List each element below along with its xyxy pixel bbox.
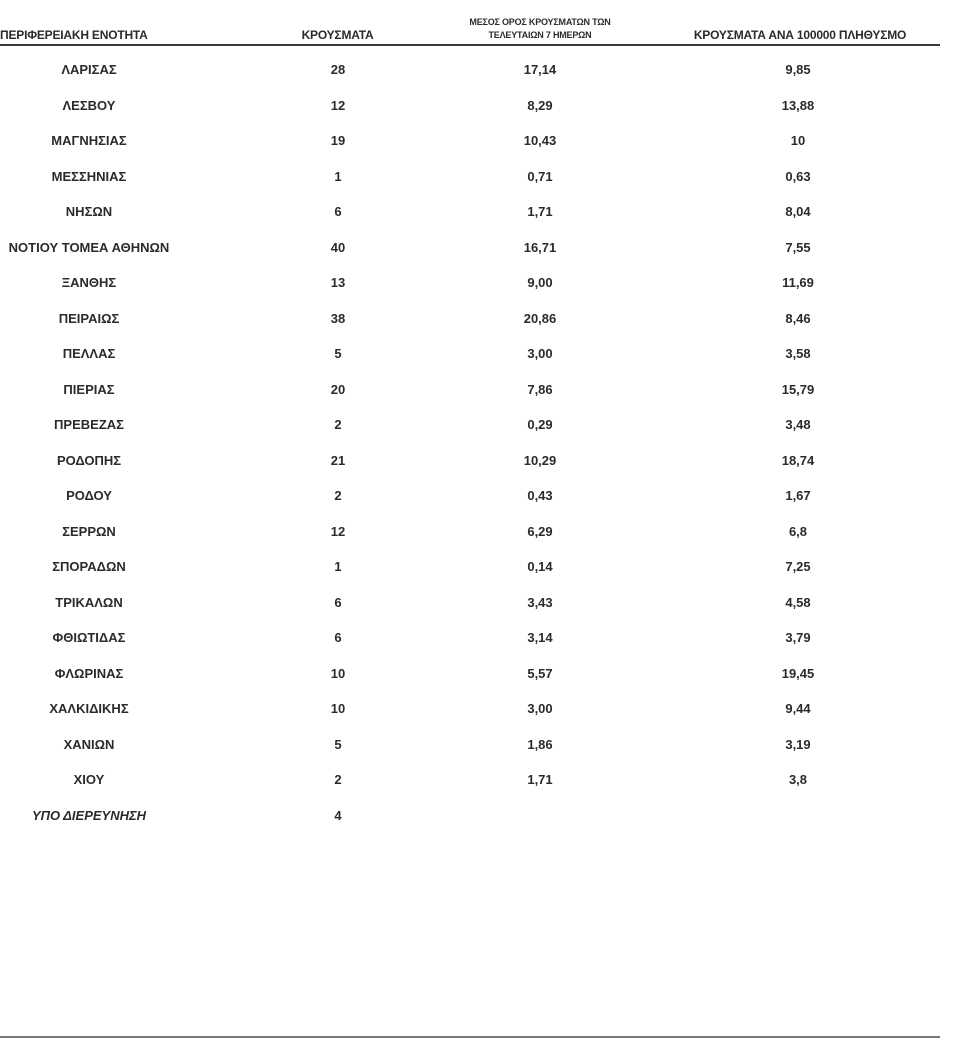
avg-cell: 20,86 [523, 310, 557, 326]
header-cases: ΚΡΟΥΣΜΑΤΑ [301, 28, 374, 42]
rate-cell: 6,8 [788, 523, 808, 539]
rate-cell: 3,48 [785, 417, 811, 432]
region-cell: ΠΙΕΡΙΑΣ [63, 381, 115, 397]
region-cell: ΠΡΕΒΕΖΑΣ [54, 417, 124, 432]
header-region: ΠΕΡΙΦΕΡΕΙΑΚΗ ΕΝΟΤΗΤΑ [0, 28, 148, 42]
cases-cell: 28 [330, 62, 346, 77]
header-seven-day-average [425, 16, 655, 42]
avg-cell: 0,43 [527, 488, 553, 503]
cases-cell: 38 [330, 310, 346, 326]
cases-cell: 13 [330, 275, 346, 290]
rate-cell: 7,25 [785, 559, 811, 574]
rate-cell: 9,85 [785, 62, 811, 77]
header-avg-line1: ΜΕΣΟΣ ΟΡΟΣ ΚΡΟΥΣΜΑΤΩΝ ΤΩΝ [469, 17, 611, 27]
cases-cell: 1 [334, 168, 342, 184]
avg-cell: 10,29 [523, 452, 557, 468]
table-row [0, 478, 940, 514]
avg-cell: 3,00 [527, 701, 553, 716]
table-body [0, 52, 940, 833]
region-cell: ΥΠΟ ΔΙΕΡΕΥΝΗΣΗ [31, 807, 147, 823]
table-row [0, 372, 940, 408]
table-row [0, 265, 940, 301]
rate-cell: 7,55 [785, 239, 811, 255]
rate-cell: 13,88 [781, 97, 815, 113]
rate-cell: 3,79 [785, 630, 811, 645]
cases-cell: 10 [330, 665, 346, 681]
rate-cell: 3,8 [788, 772, 808, 787]
avg-cell: 17,14 [523, 62, 557, 77]
region-cell: ΠΕΙΡΑΙΩΣ [58, 310, 120, 326]
avg-cell: 3,43 [527, 594, 553, 610]
rate-cell: 0,63 [785, 168, 811, 184]
rate-cell: 9,44 [785, 701, 811, 716]
rate-cell: 3,19 [785, 736, 811, 752]
avg-cell: 1,86 [527, 736, 553, 752]
region-cell: ΡΟΔΟΥ [66, 488, 112, 503]
region-cell: ΦΘΙΩΤΙΔΑΣ [52, 630, 126, 645]
cases-cell: 6 [334, 204, 342, 219]
table-row [0, 88, 940, 124]
region-cell: ΧΑΝΙΩΝ [63, 736, 115, 752]
footer-divider [0, 1036, 940, 1038]
region-cell: ΜΕΣΣΗΝΙΑΣ [51, 168, 127, 184]
avg-cell: 0,71 [527, 168, 553, 184]
table-row [0, 159, 940, 195]
avg-cell: 7,86 [527, 381, 553, 397]
avg-cell: 8,29 [527, 97, 553, 113]
cases-cell: 2 [334, 772, 342, 787]
region-cell: ΧΙΟΥ [73, 772, 105, 787]
table-row-under-investigation [0, 798, 940, 834]
table-row [0, 443, 940, 479]
cases-cell: 40 [330, 239, 346, 255]
cases-cell: 6 [334, 594, 342, 610]
table-row [0, 336, 940, 372]
avg-cell: 0,29 [527, 417, 553, 432]
avg-cell: 0,14 [527, 559, 553, 574]
rate-cell: 1,67 [785, 488, 811, 503]
region-cell: ΜΑΓΝΗΣΙΑΣ [51, 133, 127, 148]
table-row [0, 514, 940, 550]
table-row [0, 123, 940, 159]
table-header [0, 8, 940, 46]
table-row [0, 656, 940, 692]
avg-cell: 9,00 [527, 275, 553, 290]
table-row [0, 52, 940, 88]
rate-cell: 3,58 [785, 346, 811, 361]
table-row [0, 727, 940, 763]
cases-cell: 2 [334, 488, 342, 503]
cases-cell: 2 [334, 417, 342, 432]
region-cell: ΣΠΟΡΑΔΩΝ [52, 559, 126, 574]
table-row [0, 691, 940, 727]
table-row [0, 549, 940, 585]
region-cell: ΡΟΔΟΠΗΣ [56, 452, 122, 468]
avg-cell: 5,57 [527, 665, 553, 681]
cases-cell: 19 [330, 133, 346, 148]
avg-cell: 3,14 [527, 630, 553, 645]
rate-cell: 4,58 [785, 594, 811, 610]
cases-cell: 12 [330, 97, 346, 113]
cases-cell: 6 [334, 630, 342, 645]
rate-cell: 8,46 [785, 310, 811, 326]
table-row [0, 407, 940, 443]
rate-cell: 11,69 [782, 275, 814, 290]
cases-cell: 21 [330, 452, 346, 468]
region-cell: ΛΕΣΒΟΥ [62, 97, 116, 113]
table-row [0, 620, 940, 656]
cases-cell: 5 [334, 346, 342, 361]
rate-cell: 8,04 [785, 204, 811, 219]
avg-cell: 3,00 [527, 346, 553, 361]
table-row [0, 301, 940, 337]
header-cases-per-100k: ΚΡΟΥΣΜΑΤΑ ΑΝΑ 100000 ΠΛΗΘΥΣΜΟ [693, 28, 907, 42]
region-cell: ΧΑΛΚΙΔΙΚΗΣ [49, 701, 129, 716]
rate-cell: 15,79 [781, 381, 815, 397]
avg-cell: 1,71 [527, 772, 553, 787]
table-row [0, 762, 940, 798]
avg-cell: 10,43 [523, 133, 557, 148]
region-cell: ΣΕΡΡΩΝ [62, 523, 116, 539]
cases-cell: 1 [334, 559, 342, 574]
cases-cell: 10 [330, 701, 346, 716]
region-cell: ΦΛΩΡΙΝΑΣ [54, 665, 124, 681]
region-cell: ΠΕΛΛΑΣ [62, 346, 116, 361]
cases-cell: 4 [334, 807, 342, 823]
rate-cell: 18,74 [781, 452, 815, 468]
table-row [0, 585, 940, 621]
region-cell: ΝΗΣΩΝ [65, 204, 113, 219]
table-row [0, 230, 940, 266]
region-cell: ΛΑΡΙΣΑΣ [61, 62, 117, 77]
region-cell: ΤΡΙΚΑΛΩΝ [55, 594, 123, 610]
cases-cell: 20 [330, 381, 346, 397]
region-cell: ΞΑΝΘΗΣ [61, 275, 117, 290]
cases-cell: 12 [330, 523, 346, 539]
rate-cell: 10 [790, 133, 806, 148]
cases-cell: 5 [334, 736, 342, 752]
avg-cell: 6,29 [527, 523, 553, 539]
avg-cell: 1,71 [527, 204, 553, 219]
avg-cell: 16,71 [523, 239, 557, 255]
rate-cell: 19,45 [781, 665, 815, 681]
table-row [0, 194, 940, 230]
region-cell: ΝΟΤΙΟΥ ΤΟΜΕΑ ΑΘΗΝΩΝ [8, 239, 170, 255]
header-avg-line2: ΤΕΛΕΥΤΑΙΩΝ 7 ΗΜΕΡΩΝ [488, 30, 592, 40]
